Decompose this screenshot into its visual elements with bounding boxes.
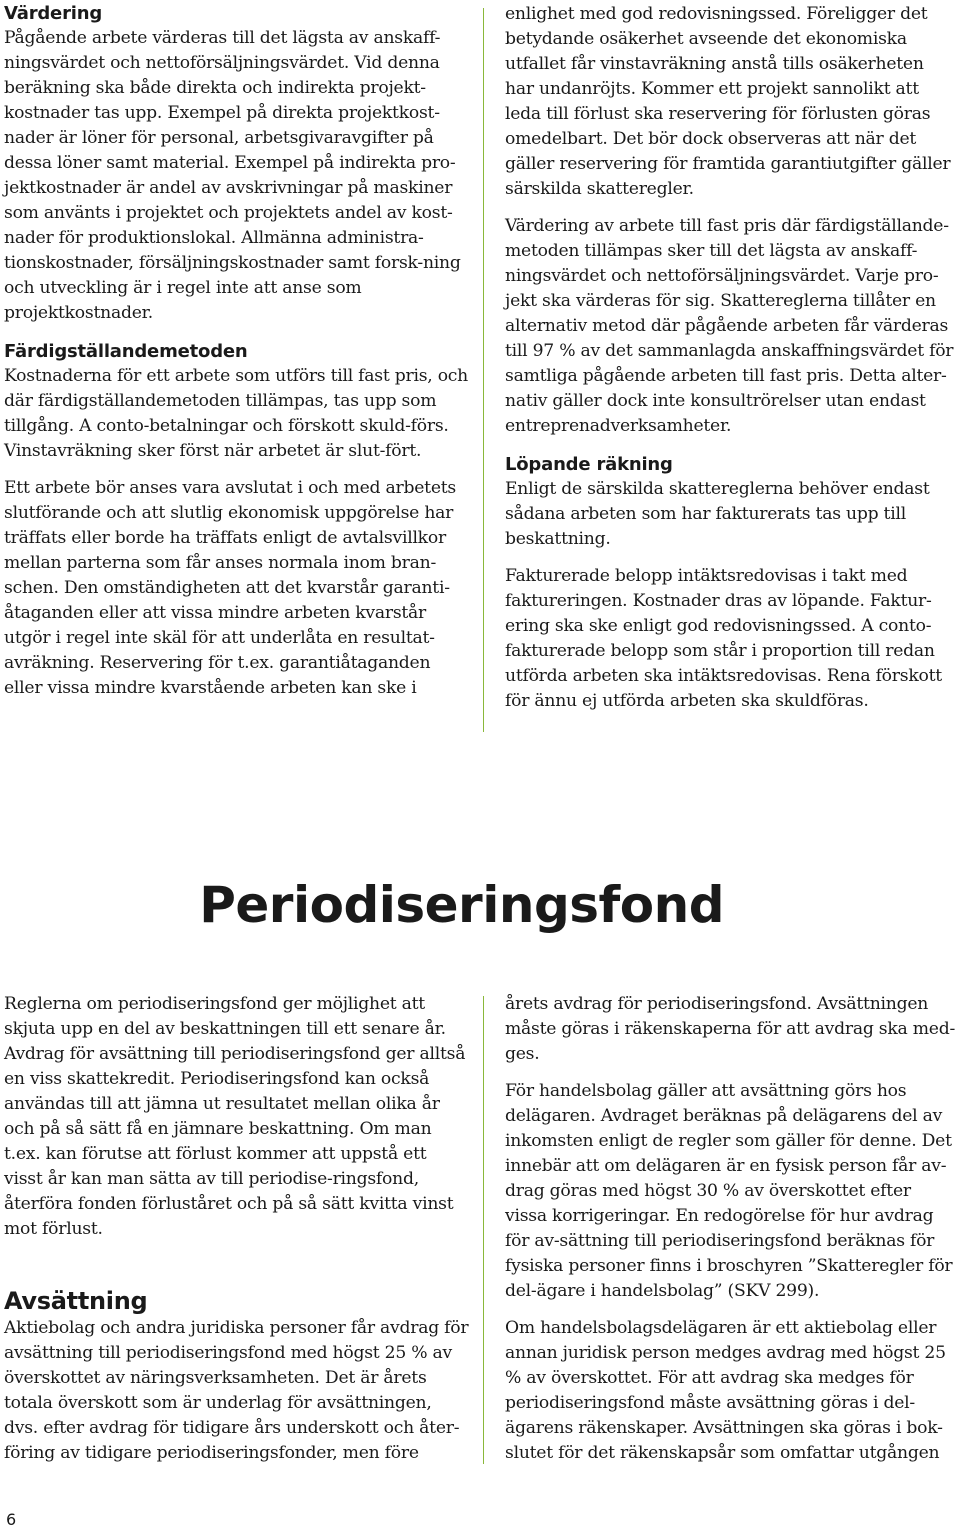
section-title: Periodiseringsfond	[199, 876, 724, 934]
column-divider	[483, 996, 484, 1464]
heading-fardigstallandemetoden: Färdigställandemetoden	[4, 341, 248, 362]
heading-lopande-rakning: Löpande räkning	[505, 454, 673, 475]
heading-vardering: Värdering	[4, 3, 103, 24]
heading-avsattning: Avsättning	[4, 1287, 148, 1315]
paragraph: Pågående arbete värderas till det lägsta av anskaff-ningsvärdet och nettoförsäljningsvärdet. Vid denna beräkning ska både direkta och indirekta projekt-kostnader tas upp. Exempel på direkta projektkost-nader är löner för personal, arbetsgivaravgifter på dessa löner samt material. Exempel på indirekta pro-jektkostnader är andel av avskrivningar på maskiner som använts i projektet och projektets andel av kost-nader för produktionslokal. Allmänna administra-tionskostnader, försäljningskostnader samt forsk-ning och utveckling är i regel inte att anse som projektkostnader.	[4, 28, 461, 323]
bottom-left-column	[4, 992, 470, 1466]
paragraph: Enligt de särskilda skattereglerna behöver endast sådana arbeten som har fakturerats tas upp till beskattning.	[505, 479, 930, 549]
top-left-column	[4, 2, 470, 701]
column-divider	[483, 8, 484, 732]
paragraph: enlighet med god redovisningssed. Föreligger det betydande osäkerhet avseende det ekonomiska utfallet får vinstavräkning anstå tills osäkerheten har undanröjts. Kommer ett projekt sannolikt att leda till förlust ska reservering för förlusten göras omedelbart. Det bör dock observeras att när det gäller reservering för framtida garantiutgifter gäller särskilda skatteregler.	[505, 4, 951, 199]
paragraph: Reglerna om periodiseringsfond ger möjlighet att skjuta upp en del av beskattningen till ett senare år. Avdrag för avsättning till periodiseringsfond ger alltså en viss skattekredit. Periodiseringsfond kan också användas till att jämna ut resultatet mellan olika år och på så sätt få en jämnare beskattning. Om man t.ex. kan förutse att förlust kommer att uppstå ett visst år kan man sätta av till periodise-ringsfond, återföra fonden förluståret och på så sätt kvitta vinst mot förlust.	[4, 994, 466, 1239]
bottom-right-column	[505, 992, 956, 1466]
paragraph: För handelsbolag gäller att avsättning görs hos delägaren. Avdraget beräknas på delägarens del av inkomsten enligt de regler som gäller för denne. Det innebär att om delägaren är en fysisk person får av-drag göras med högst 30 % av överskottet efter vissa korrigeringar. En redogörelse för hur avdrag för av-sättning till periodiseringsfond beräknas för fysiska personer finns i broschyren ”Skatteregler för del-ägare i handelsbolag” (SKV 299).	[505, 1081, 953, 1301]
paragraph: Fakturerade belopp intäktsredovisas i takt med faktureringen. Kostnader dras av löpande. Faktur-ering ska ske enligt god redovisningssed. A conto-fakturerade belopp som står i proportion till redan utförda arbeten ska intäktsredovisas. Rena förskott för ännu ej utförda arbeten ska skuldföras.	[505, 566, 942, 711]
paragraph: Om handelsbolagsdelägaren är ett aktiebolag eller annan juridisk person medges avdrag med högst 25 % av överskottet. För att avdrag ska medges för periodiseringsfond måste avsättning göras i del-ägarens räkenskaper. Avsättningen ska göras i bok-slutet för det räkenskapsår som omfattar utgången	[505, 1318, 946, 1463]
page-number: 6	[6, 1510, 17, 1529]
paragraph: Aktiebolag och andra juridiska personer får avdrag för avsättning till periodiseringsfond med högst 25 % av överskottet av näringsverksamheten. Det är årets totala överskott som är underlag för avsättningen, dvs. efter avdrag för tidigare års underskott och åter-föring av tidigare periodiseringsfonder, men före	[4, 1318, 469, 1463]
top-right-column	[505, 2, 956, 714]
paragraph: Ett arbete bör anses vara avslutat i och med arbetets slutförande och att slutlig ekonomisk uppgörelse har träffats eller borde ha träffats enligt de avtalsvillkor mellan parterna som får anses normala inom bran-schen. Den omständigheten att det kvarstår garanti-åtaganden eller att vissa mindre arbeten kvarstår utgör i regel inte skäl för att underlåta en resultat-avräkning. Reservering för t.ex. garantiåtaganden eller vissa mindre kvarstående arbeten kan ske i	[4, 478, 456, 698]
paragraph: årets avdrag för periodiseringsfond. Avsättningen måste göras i räkenskaperna för att avdrag ska med-ges.	[505, 994, 956, 1064]
paragraph: Kostnaderna för ett arbete som utförs till fast pris, och där färdigställandemetoden tillämpas, tas upp som tillgång. A conto-betalningar och förskott skuld-förs. Vinstavräkning sker först när arbetet är slut-fört.	[4, 366, 468, 461]
paragraph: Värdering av arbete till fast pris där färdigställande-metoden tillämpas sker till det lägsta av anskaff-ningsvärdet och nettoförsäljningsvärdet. Varje pro-jekt ska värderas för sig. Skattereglerna tillåter en alternativ metod där pågående arbeten får värderas till 97 % av det sammanlagda anskaffningsvärdet för samtliga pågående arbeten till fast pris. Detta alter-nativ gäller dock inte konsultrörelser utan endast entreprenadverksamheter.	[505, 216, 954, 436]
